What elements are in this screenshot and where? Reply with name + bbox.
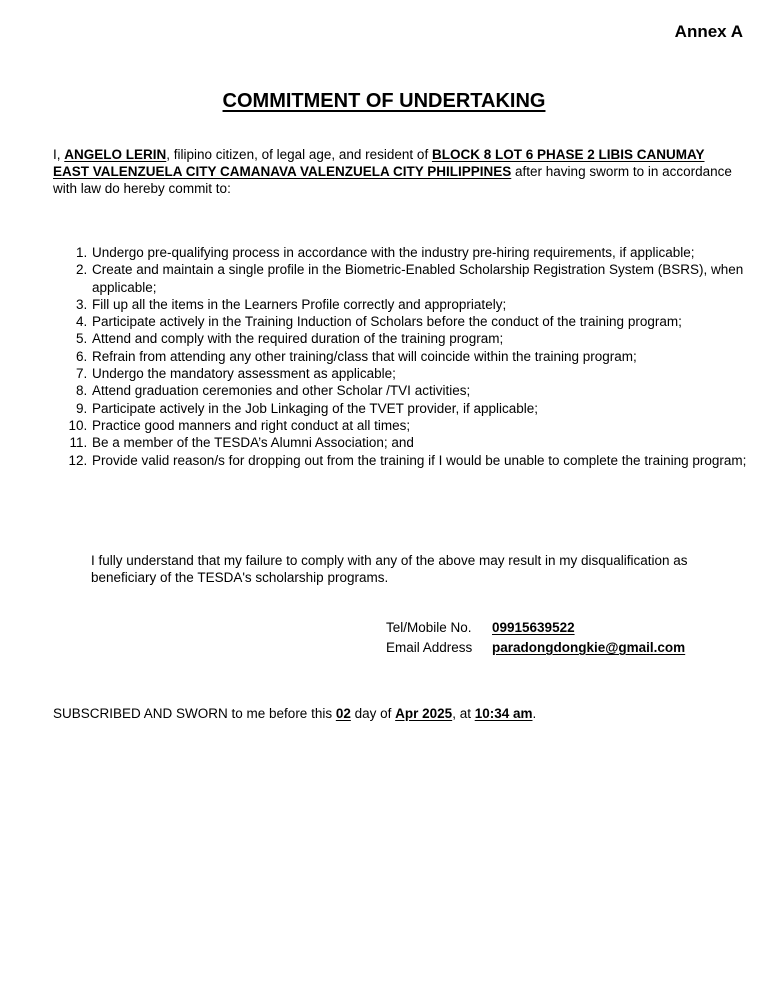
list-item: 10. Practice good manners and right conduct at all times; xyxy=(91,417,751,434)
list-item: 9. Participate actively in the Job Linkaging of the TVET provider, if applicable; xyxy=(91,400,751,417)
sworn-month: Apr 2025 xyxy=(395,706,453,721)
sworn-time: 10:34 am xyxy=(474,706,533,721)
list-item: 11. Be a member of the TESDA’s Alumni Association; and xyxy=(91,434,751,451)
list-item: 5. Attend and comply with the required duration of the training program; xyxy=(91,330,751,347)
tel-label: Tel/Mobile No. xyxy=(386,620,472,635)
sworn-day: 02 xyxy=(335,706,351,721)
list-item: 4. Participate actively in the Training Induction of Scholars before the conduct of the training program; xyxy=(91,313,751,330)
sworn-statement: SUBSCRIBED AND SWORN to me before this 02 day of Apr 2025, at 10:34 am. xyxy=(53,706,537,721)
email-label: Email Address xyxy=(386,640,473,655)
intro-paragraph: I, ANGELO LERIN, filipino citizen, of legal age, and resident of BLOCK 8 LOT 6 PHASE 2 LIBIS CANUMAY EAST VALENZUELA CITY CAMANAVA VALENZUELA CITY PHILIPPINES after having sworm to in accordance with law do hereby commit to: xyxy=(53,147,732,196)
tel-row xyxy=(386,618,685,638)
applicant-address: BLOCK 8 LOT 6 PHASE 2 LIBIS CANUMAY EAST VALENZUELA CITY CAMANAVA VALENZUELA CITY PHILIPPINES xyxy=(53,147,705,179)
list-item: 1. Undergo pre-qualifying process in accordance with the industry pre-hiring requirements, if applicable; xyxy=(91,244,751,261)
list-item: 7. Undergo the mandatory assessment as applicable; xyxy=(91,365,751,382)
email-row xyxy=(386,638,685,658)
list-item: 6. Refrain from attending any other training/class that will coincide within the training program; xyxy=(91,348,751,365)
commitment-list xyxy=(53,244,751,469)
contact-block xyxy=(386,618,685,658)
applicant-name: ANGELO LERIN xyxy=(64,147,167,162)
list-item: 8. Attend graduation ceremonies and other Scholar /TVI activities; xyxy=(91,382,751,399)
list-item: 12. Provide valid reason/s for dropping out from the training if I would be unable to complete the training program; xyxy=(91,452,751,469)
email-value: paradongdongkie@gmail.com xyxy=(492,640,686,655)
document-title: COMMITMENT OF UNDERTAKING xyxy=(222,90,546,112)
list-item: 3. Fill up all the items in the Learners Profile correctly and appropriately; xyxy=(91,296,751,313)
closing-statement: I fully understand that my failure to comply with any of the above may result in my disqualification as beneficiary of the TESDA's scholarship programs. xyxy=(91,553,688,585)
annex-label: Annex A xyxy=(674,22,743,41)
list-item: 2. Create and maintain a single profile in the Biometric-Enabled Scholarship Registration System (BSRS), when applicable; xyxy=(91,261,751,296)
tel-value: 09915639522 xyxy=(492,620,575,635)
